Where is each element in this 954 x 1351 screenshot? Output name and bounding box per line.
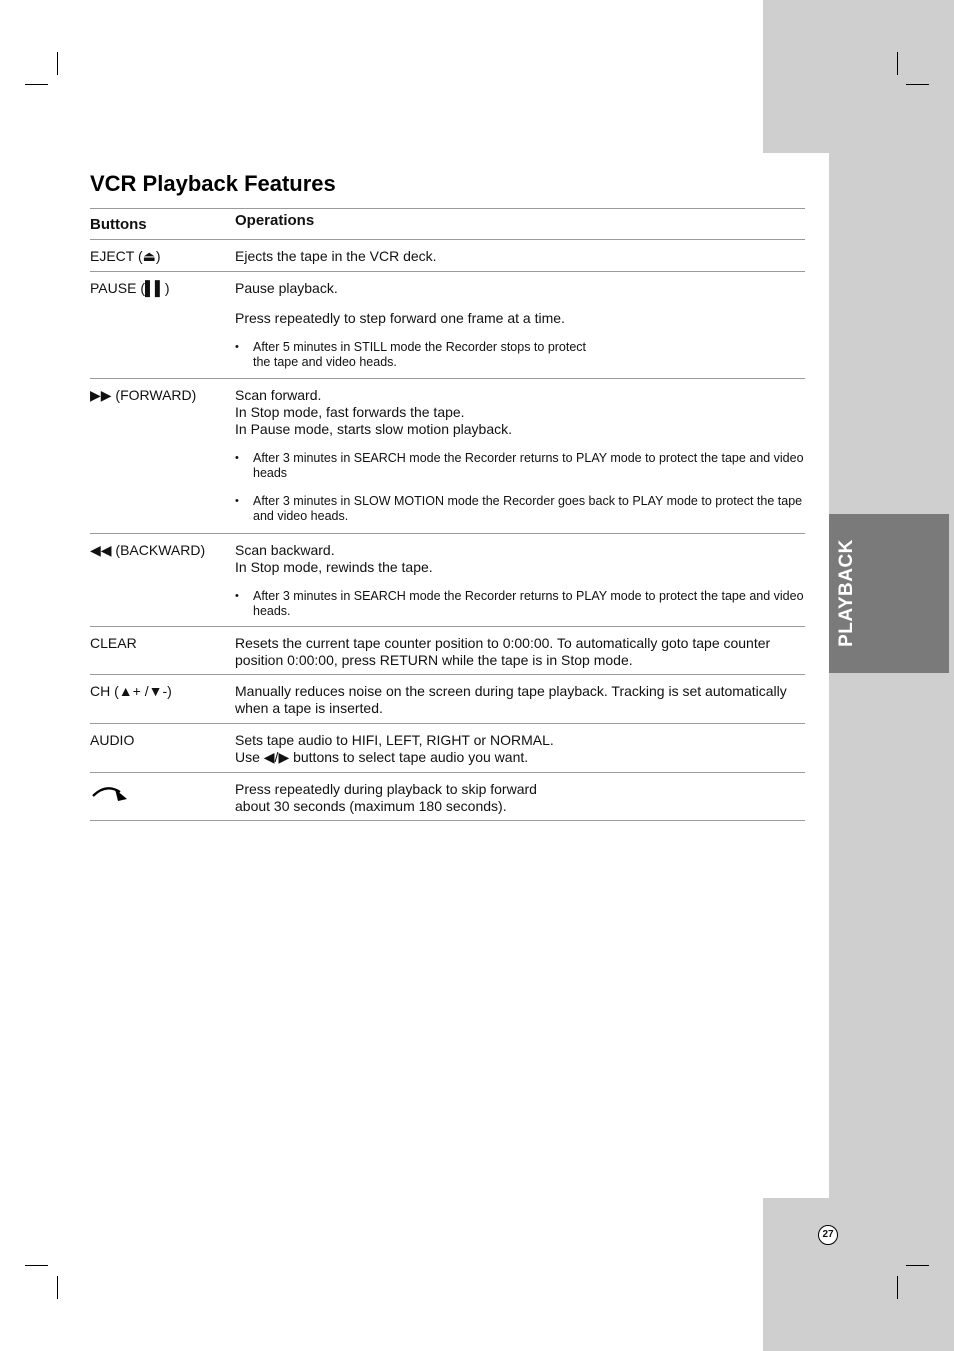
operation-text: Press repeatedly to step forward one frame at a time. [235,310,565,326]
note-text: • After 5 minutes in STILL mode the Recorder stops to protect the tape and video heads. [235,340,805,370]
note-text: • After 3 minutes in SEARCH mode the Recorder returns to PLAY mode to protect the tape and video heads. [235,589,805,619]
table-row [90,627,805,675]
side-panel-bottom [763,1198,954,1351]
button-name: AUDIO [90,732,135,748]
crop-mark [906,84,929,85]
crop-mark [57,52,58,75]
side-panel [829,0,954,1351]
operation-text: Scan backward. [235,542,335,558]
operation-text: In Pause mode, starts slow motion playback. [235,421,513,437]
crop-mark [25,1265,48,1266]
operation-text: Press repeatedly during playback to skip forward [235,781,537,797]
table-row [90,534,805,627]
operation-text: Manually reduces noise on the screen during tape playback. Tracking is set automatically when a tape is inserted. [235,683,787,716]
crop-mark [906,1265,929,1266]
table-row [90,240,805,272]
button-name: EJECT (⏏) [90,248,161,264]
operation-text: Use ◀/▶ buttons to select tape audio you want. [235,749,529,765]
note-text: • After 3 minutes in SEARCH mode the Recorder returns to PLAY mode to protect the tape and video heads [235,451,805,481]
operation-text: Pause playback. [235,280,338,296]
header-buttons: Buttons [90,215,147,233]
button-name: CLEAR [90,635,137,651]
button-name: CH (▲+ /▼-) [90,683,172,699]
button-name: PAUSE (▌▌) [90,280,170,296]
operation-text: about 30 seconds (maximum 180 seconds). [235,798,507,814]
button-name: ▶▶ (FORWARD) [90,387,197,403]
table-row [90,773,805,821]
crop-mark [897,1276,898,1299]
crop-mark [57,1276,58,1299]
table-row [90,379,805,534]
operation-text: Ejects the tape in the VCR deck. [235,248,437,264]
table-row [90,272,805,379]
operation-text: Scan forward. [235,387,322,403]
operation-text: Resets the current tape counter position to 0:00:00. To automatically goto tape counter position 0:00:00, press RETURN while the tape is in Stop mode. [235,635,771,668]
features-table [90,208,805,821]
button-name: ◀◀ (BACKWARD) [90,542,206,558]
table-header [90,208,805,240]
table-row [90,675,805,724]
operation-text: In Stop mode, fast forwards the tape. [235,404,465,420]
crop-mark [897,52,898,75]
table-row [90,724,805,773]
skip-forward-arc-icon [90,781,130,807]
header-operations: Operations [235,211,315,229]
page-title: VCR Playback Features [90,171,336,196]
operation-text: Sets tape audio to HIFI, LEFT, RIGHT or NORMAL. [235,732,554,748]
note-text: • After 3 minutes in SLOW MOTION mode the Recorder goes back to PLAY mode to protect the tape and video heads. [235,494,805,524]
crop-mark [25,84,48,85]
page-number: 27 [818,1225,838,1245]
operation-text: In Stop mode, rewinds the tape. [235,559,433,575]
